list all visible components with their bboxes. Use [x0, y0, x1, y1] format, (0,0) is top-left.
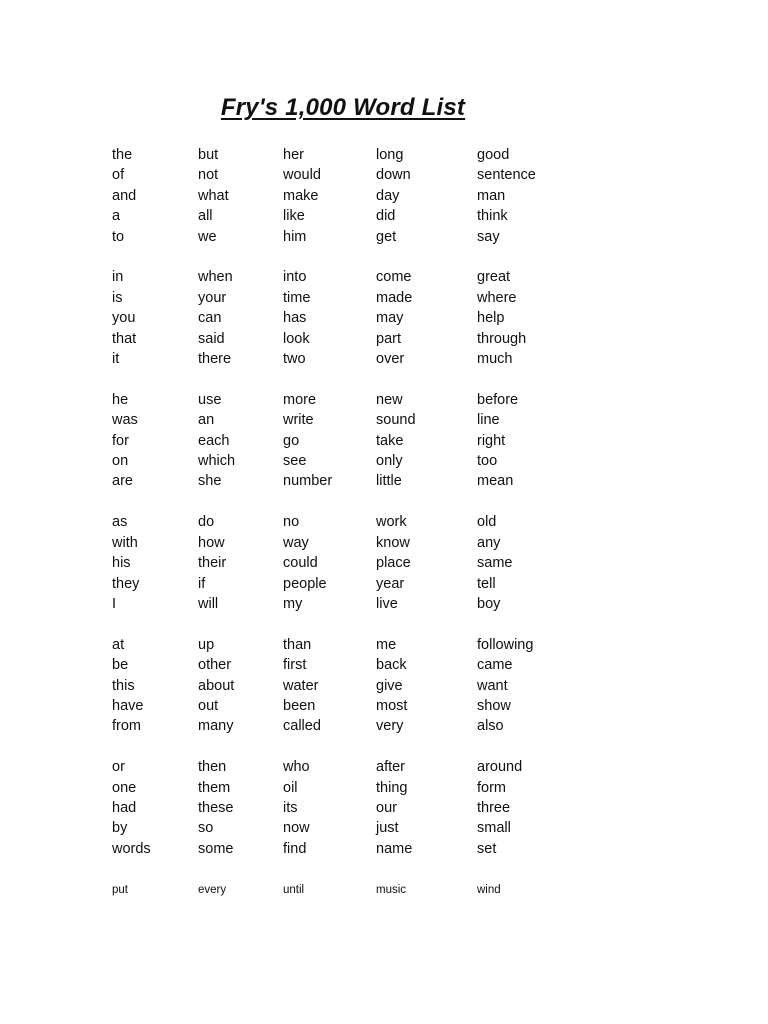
word: is	[112, 289, 123, 306]
word: just	[376, 820, 399, 837]
word: was	[112, 412, 138, 429]
word: with	[112, 534, 138, 551]
word: help	[477, 310, 505, 327]
word: also	[477, 718, 504, 735]
word: work	[376, 514, 407, 531]
word: said	[198, 330, 225, 347]
word: her	[283, 147, 304, 163]
word: and	[112, 187, 137, 204]
word: or	[112, 759, 125, 776]
word: take	[376, 432, 404, 449]
word: will	[198, 595, 219, 612]
word: long	[376, 147, 404, 163]
word: into	[283, 269, 307, 286]
word: each	[198, 432, 230, 449]
word: which	[198, 453, 236, 470]
word: some	[198, 840, 234, 857]
word: two	[283, 351, 306, 368]
word: for	[112, 432, 129, 449]
word: three	[477, 800, 511, 817]
word: good	[477, 147, 510, 163]
word: may	[376, 310, 404, 327]
word: mean	[477, 473, 514, 490]
word: out	[198, 697, 219, 714]
word: his	[112, 555, 131, 572]
word: sentence	[477, 167, 536, 184]
word: me	[376, 636, 397, 653]
word: first	[283, 657, 307, 674]
word: have	[112, 697, 144, 714]
word: been	[283, 697, 316, 714]
word: too	[477, 453, 498, 470]
word: same	[477, 555, 513, 572]
word: right	[477, 432, 506, 449]
word: find	[283, 840, 307, 857]
word: set	[477, 840, 497, 857]
word: did	[376, 208, 396, 225]
word: great	[477, 269, 511, 286]
word: name	[376, 840, 413, 857]
word: most	[376, 697, 408, 714]
word: on	[112, 453, 129, 470]
word: words	[112, 840, 151, 857]
word: where	[477, 289, 517, 306]
word: who	[283, 759, 310, 776]
word: man	[477, 187, 506, 204]
word: number	[283, 473, 333, 490]
word: line	[477, 412, 500, 429]
word: go	[283, 432, 300, 449]
word: sound	[376, 412, 416, 429]
word: other	[198, 657, 232, 674]
word: this	[112, 677, 135, 694]
word: day	[376, 187, 400, 204]
word: people	[283, 575, 327, 592]
word: your	[198, 289, 227, 306]
word: made	[376, 289, 413, 306]
word: to	[112, 228, 125, 245]
word: so	[198, 820, 214, 837]
word: be	[112, 657, 129, 674]
word: oil	[283, 779, 298, 796]
word: then	[198, 759, 227, 776]
word: year	[376, 575, 405, 592]
word: tell	[477, 575, 496, 592]
word: live	[376, 595, 398, 612]
word: would	[283, 167, 321, 184]
word: water	[283, 677, 319, 694]
word: way	[283, 534, 309, 551]
word: had	[112, 800, 137, 817]
word: down	[376, 167, 411, 184]
word: you	[112, 310, 136, 327]
word: until	[283, 883, 305, 896]
word: place	[376, 555, 411, 572]
word: its	[283, 800, 298, 817]
word: the	[112, 147, 133, 163]
word: do	[198, 514, 215, 531]
word: came	[477, 657, 513, 674]
word: are	[112, 473, 133, 490]
word: only	[376, 453, 403, 470]
word: our	[376, 800, 397, 817]
word: than	[283, 636, 312, 653]
word: wind	[477, 883, 501, 896]
word: part	[376, 330, 401, 347]
word: show	[477, 697, 511, 714]
word: all	[198, 208, 213, 225]
word: they	[112, 575, 140, 592]
word: very	[376, 718, 404, 735]
word: look	[283, 330, 310, 347]
word: there	[198, 351, 232, 368]
word: new	[376, 391, 403, 408]
word: him	[283, 228, 307, 245]
word: can	[198, 310, 222, 327]
word: he	[112, 391, 129, 408]
word: put	[112, 883, 128, 896]
word: like	[283, 208, 305, 225]
word: in	[112, 269, 124, 286]
word: we	[198, 228, 217, 245]
word: boy	[477, 595, 501, 612]
word: more	[283, 391, 317, 408]
word: give	[376, 677, 403, 694]
word: if	[198, 575, 206, 592]
word: when	[198, 269, 233, 286]
word: that	[112, 330, 137, 347]
word: could	[283, 555, 318, 572]
word: old	[477, 514, 497, 531]
word: after	[376, 759, 406, 776]
word: see	[283, 453, 307, 470]
word: know	[376, 534, 410, 551]
word: every	[198, 883, 227, 896]
word: no	[283, 514, 300, 531]
word: much	[477, 351, 513, 368]
word: think	[477, 208, 508, 225]
word: want	[477, 677, 508, 694]
word: at	[112, 636, 125, 653]
word: from	[112, 718, 141, 735]
word: a	[112, 208, 121, 225]
word: many	[198, 718, 234, 735]
page-title: Fry's 1,000 Word List	[220, 94, 466, 121]
word: their	[198, 555, 227, 572]
word: not	[198, 167, 219, 184]
word: how	[198, 534, 225, 551]
word: up	[198, 636, 215, 653]
word: as	[112, 514, 128, 531]
word: form	[477, 779, 506, 796]
word: an	[198, 412, 215, 429]
word: these	[198, 800, 234, 817]
word: of	[112, 167, 125, 184]
word: what	[198, 187, 229, 204]
word: little	[376, 473, 402, 490]
word: over	[376, 351, 405, 368]
word: time	[283, 289, 311, 306]
word: any	[477, 534, 501, 551]
word: about	[198, 677, 235, 694]
word: get	[376, 228, 397, 245]
word: my	[283, 595, 303, 612]
word: but	[198, 147, 219, 163]
word: by	[112, 820, 128, 837]
word: music	[376, 883, 407, 896]
word: following	[477, 636, 534, 653]
word: back	[376, 657, 407, 674]
word: small	[477, 820, 511, 837]
word: them	[198, 779, 231, 796]
word: called	[283, 718, 321, 735]
word: use	[198, 391, 222, 408]
word: come	[376, 269, 412, 286]
word: it	[112, 351, 120, 368]
word: through	[477, 330, 527, 347]
word: write	[283, 412, 314, 429]
word: say	[477, 228, 500, 245]
word: one	[112, 779, 137, 796]
word: she	[198, 473, 222, 490]
word: I	[112, 595, 117, 612]
word: now	[283, 820, 310, 837]
word: has	[283, 310, 307, 327]
word: around	[477, 759, 523, 776]
word: before	[477, 391, 519, 408]
word: make	[283, 187, 319, 204]
word: thing	[376, 779, 408, 796]
